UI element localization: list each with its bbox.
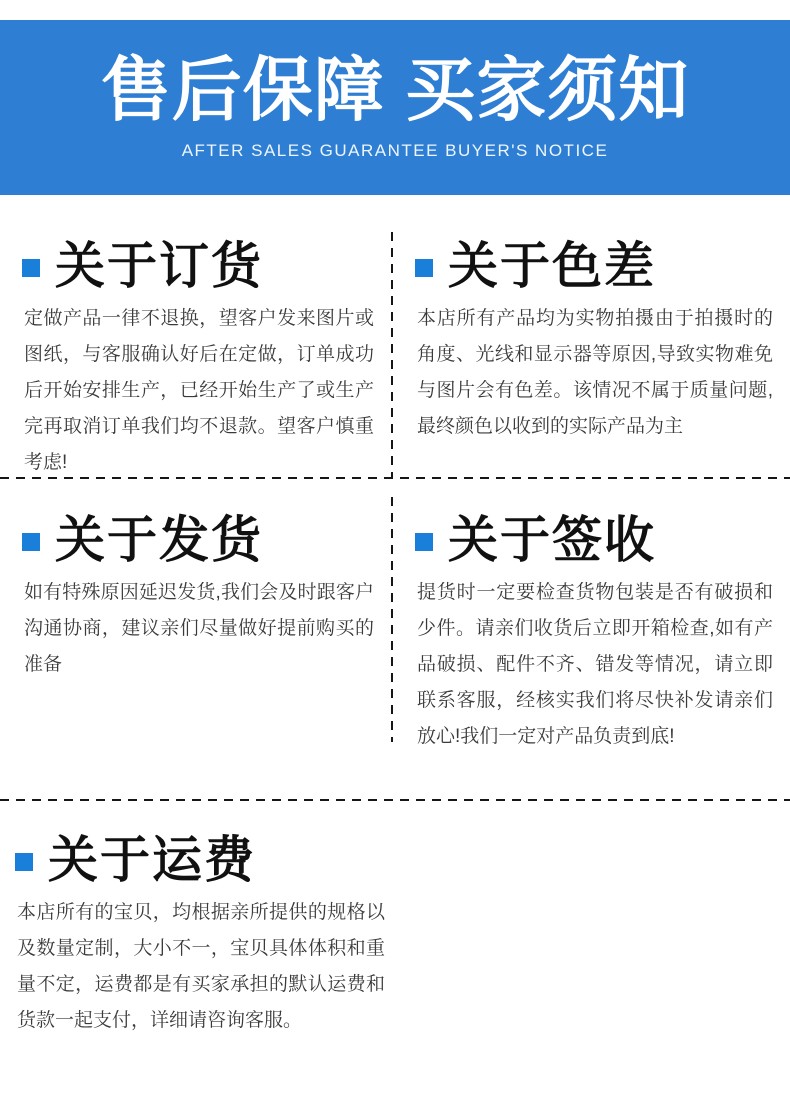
section-color-difference-body: 本店所有产品均为实物拍摄由于拍摄时的角度、光线和显示器等原因,导致实物难免与图片会有色差。该情况不属于质量问题,最终颜色以收到的实际产品为主 <box>417 308 773 437</box>
section-color-difference-title: 关于色差 <box>448 238 656 294</box>
section-freight-body: 本店所有的宝贝，均根据亲所提供的规格以及数量定制，大小不一，宝贝具体体积和重量不定，运费都是有买家承担的默认运费和货款一起支付，详细请咨询客服。 <box>17 902 385 1031</box>
section-shipping-title: 关于发货 <box>55 512 263 568</box>
blue-square-bullet-icon <box>15 853 33 871</box>
section-freight <box>15 832 385 1039</box>
section-ordering <box>22 238 374 481</box>
section-ordering-header <box>22 238 374 294</box>
row-divider-dashed-2 <box>0 799 790 801</box>
section-color-difference-header <box>415 238 773 294</box>
column-divider-dashed-bottom <box>391 497 393 742</box>
section-shipping-header <box>22 512 374 568</box>
blue-square-bullet-icon <box>22 259 40 277</box>
blue-square-bullet-icon <box>415 533 433 551</box>
header-banner <box>0 20 790 195</box>
section-receiving <box>415 512 773 755</box>
banner-title: 售后保障 买家须知 <box>100 51 690 129</box>
section-ordering-title: 关于订货 <box>55 238 263 294</box>
banner-subtitle: AFTER SALES GUARANTEE BUYER'S NOTICE <box>181 141 609 160</box>
blue-square-bullet-icon <box>415 259 433 277</box>
section-receiving-body: 提货时一定要检查货物包装是否有破损和少件。请亲们收货后立即开箱检查,如有产品破损、配件不齐、错发等情况，请立即联系客服，经核实我们将尽快补发请亲们放心!我们一定对产品负责到底! <box>417 582 773 747</box>
blue-square-bullet-icon <box>22 533 40 551</box>
column-divider-dashed-top <box>391 232 393 477</box>
section-ordering-body: 定做产品一律不退换，望客户发来图片或图纸，与客服确认好后在定做，订单成功后开始安排生产，已经开始生产了或生产完再取消订单我们均不退款。望客户慎重考虑! <box>24 308 374 473</box>
section-freight-header <box>15 832 385 888</box>
section-shipping <box>22 512 374 683</box>
section-freight-title: 关于运费 <box>48 832 256 888</box>
section-receiving-header <box>415 512 773 568</box>
section-color-difference <box>415 238 773 445</box>
section-receiving-title: 关于签收 <box>448 512 656 568</box>
section-shipping-body: 如有特殊原因延迟发货,我们会及时跟客户沟通协商，建议亲们尽量做好提前购买的准备 <box>24 582 374 675</box>
row-divider-dashed-1 <box>0 477 790 479</box>
